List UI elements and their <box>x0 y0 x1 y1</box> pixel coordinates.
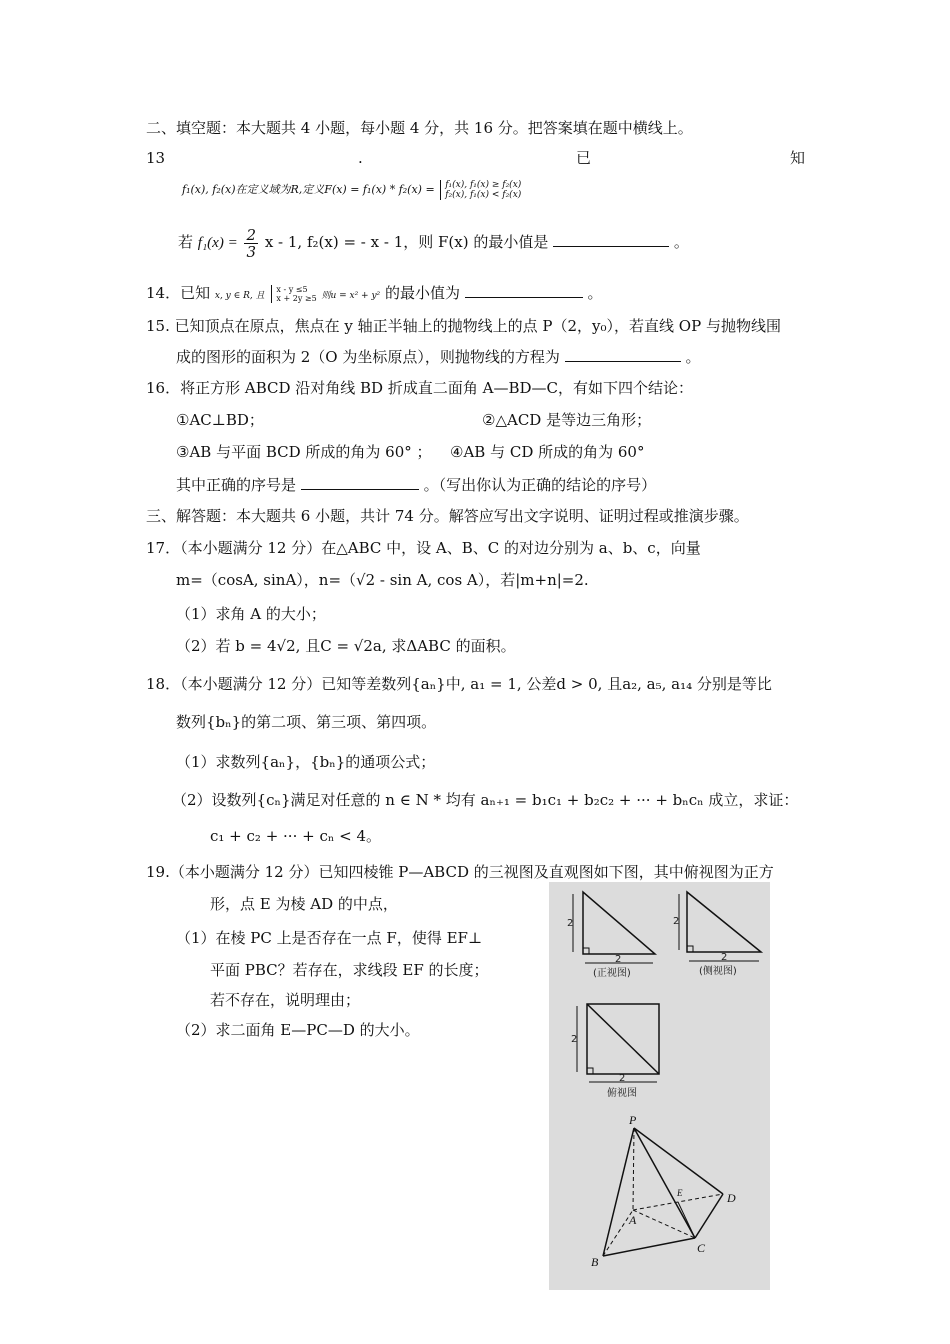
front-view-width-dim: 2 <box>615 954 622 965</box>
label-p: P <box>629 1113 637 1127</box>
side-view-width-dim: 2 <box>721 952 728 963</box>
q14-cases <box>271 285 316 303</box>
q15-text: 成的图形的面积为 2（O 为坐标原点），则抛物线的方程为 <box>176 348 560 366</box>
q16-line-4 <box>176 474 656 495</box>
q16-option-4: ④AB 与 CD 所成的角为 60° <box>450 443 645 461</box>
q14-case-2: x + 2y ≥5 <box>276 294 317 303</box>
q16-option-2: ②△ACD 是等边三角形； <box>482 411 652 429</box>
q19-part-2: （2）求二面角 E—PC—D 的大小。 <box>176 1021 420 1039</box>
q13-cases <box>440 180 521 200</box>
top-view-label: 俯视图 <box>607 1088 637 1099</box>
q13-frac-den: 3 <box>246 242 257 261</box>
top-view-height-dim: 2 <box>571 1034 578 1045</box>
top-view <box>577 1004 659 1082</box>
front-view <box>573 892 655 963</box>
q18-line-2: 数列{bₙ}的第二项、第三项、第四项。 <box>176 713 437 731</box>
q13-frac-num: 2 <box>246 225 257 244</box>
q14-end: 。 <box>587 284 603 302</box>
q13-dot: . <box>358 149 363 167</box>
side-view-height-dim: 2 <box>673 916 680 927</box>
label-c: C <box>697 1241 706 1255</box>
q15-answer-blank[interactable] <box>565 346 681 362</box>
label-d: D <box>727 1191 736 1205</box>
q14-case-1: x - y ≤5 <box>276 285 308 294</box>
q13-fraction <box>244 227 258 260</box>
q14-post: 的最小值为 <box>384 284 460 302</box>
q14-answer-blank[interactable] <box>465 282 583 298</box>
q17-part-2: （2）若 b = 4√2, 且C = √2a, 求ΔABC 的面积。 <box>176 637 516 655</box>
pyramid-direct-view <box>603 1128 723 1256</box>
q14-pre: 14．已知 <box>146 284 211 302</box>
q13-f1: f₁(x) = <box>197 235 238 251</box>
q13-definition <box>182 180 521 200</box>
q13-case-2: f₂(x), f₁(x) < f₂(x) <box>445 190 522 200</box>
q19-line-1: 19.（本小题满分 12 分）已知四棱锥 P—ABCD 的三视图及直观图如下图，其中俯视图为正方 <box>146 863 774 881</box>
q17-line-1: 17．（本小题满分 12 分）在△ABC 中，设 A、B、C 的对边分别为 a、b、c，向量 <box>146 539 701 557</box>
q19-part-1c: 若不存在，说明理由； <box>210 991 361 1009</box>
q18-line-1: 18．（本小题满分 12 分）已知等差数列{aₙ}中, a₁ = 1, 公差d > 0, 且a₂, a₅, a₁₄ 分别是等比 <box>146 675 772 693</box>
q19-line-2: 形，点 E 为棱 AD 的中点， <box>210 895 398 913</box>
label-b: B <box>591 1255 599 1269</box>
q14-line <box>146 282 603 306</box>
figure-drawing <box>549 882 770 1290</box>
top-view-width-dim: 2 <box>619 1073 626 1084</box>
front-view-label: (正视图) <box>593 968 631 979</box>
q16-answer-blank[interactable] <box>301 474 419 490</box>
q18-part-1: （1）求数列{aₙ}，{bₙ}的通项公式； <box>176 753 436 771</box>
q13-ruo: 若 <box>178 233 194 251</box>
q13-def-text: f₁(x), f₂(x)在定义域为R,定义F(x) = f₁(x) * f₂(x) = <box>182 183 435 196</box>
q13-yi: 已 <box>576 149 592 167</box>
section-3-heading: 三、解答题：本大题共 6 小题，共计 74 分。解答应写出文字说明、证明过程或推演步骤。 <box>146 507 749 525</box>
q16-option-3: ③AB 与平面 BCD 所成的角为 60° ； <box>176 443 432 461</box>
q14-then: 则u = x² + y² <box>321 291 381 301</box>
front-view-height-dim: 2 <box>567 918 574 929</box>
q13-number: 13 <box>146 149 166 167</box>
q19-part-1a: （1）在棱 PC 上是否存在一点 F，使得 EF⊥ <box>176 929 483 947</box>
q18-part-2: （2）设数列{cₙ}满足对任意的 n ∈ N * 均有 aₙ₊₁ = b₁c₁ + b₂c₂ + ··· + bₙcₙ 成立，求证： <box>172 791 799 809</box>
q13-zhi: 知 <box>790 149 806 167</box>
q16-answer-note: 。（写出你认为正确的结论的序号） <box>423 476 657 494</box>
q18-part-2b: c₁ + c₂ + ··· + cₙ < 4。 <box>210 827 381 845</box>
q13-line-2 <box>178 224 689 261</box>
q13-rest: x - 1, f₂(x) = - x - 1，则 F(x) 的最小值是 <box>264 233 549 251</box>
q16-option-1: ①AC⊥BD； <box>176 411 264 429</box>
q17-part-1: （1）求角 A 的大小； <box>176 605 326 623</box>
q16-answer-prompt: 其中正确的序号是 <box>176 476 297 494</box>
q17-line-2: m=（cosA, sinA），n=（√2 - sin A, cos A），若|m+n|=2. <box>176 571 589 589</box>
q15-line-2 <box>176 346 700 367</box>
section-2-heading: 二、填空题：本大题共 4 小题，每小题 4 分，共 16 分。把答案填在题中横线上。 <box>146 119 693 137</box>
three-view-figure <box>549 882 770 1290</box>
q16-line-1: 16．将正方形 ABCD 沿对角线 BD 折成直二面角 A—BD—C，有如下四个结论： <box>146 379 693 397</box>
q19-part-1b: 平面 PBC？若存在，求线段 EF 的长度； <box>210 961 489 979</box>
q13-end: 。 <box>673 233 689 251</box>
side-view <box>679 892 761 961</box>
q15-line-1: 15. 已知顶点在原点，焦点在 y 轴正半轴上的抛物线上的点 P（2，y₀），若直线 OP 与抛物线围 <box>146 317 781 335</box>
label-a: A <box>629 1213 637 1227</box>
q15-end: 。 <box>685 348 701 366</box>
q14-cond: x, y ∈ R, 且 <box>214 291 265 301</box>
label-e: E <box>677 1188 683 1198</box>
q13-answer-blank[interactable] <box>553 231 669 247</box>
q13-case-1: f₁(x), f₁(x) ≥ f₂(x) <box>445 180 522 190</box>
side-view-label: (侧视图) <box>699 966 737 977</box>
